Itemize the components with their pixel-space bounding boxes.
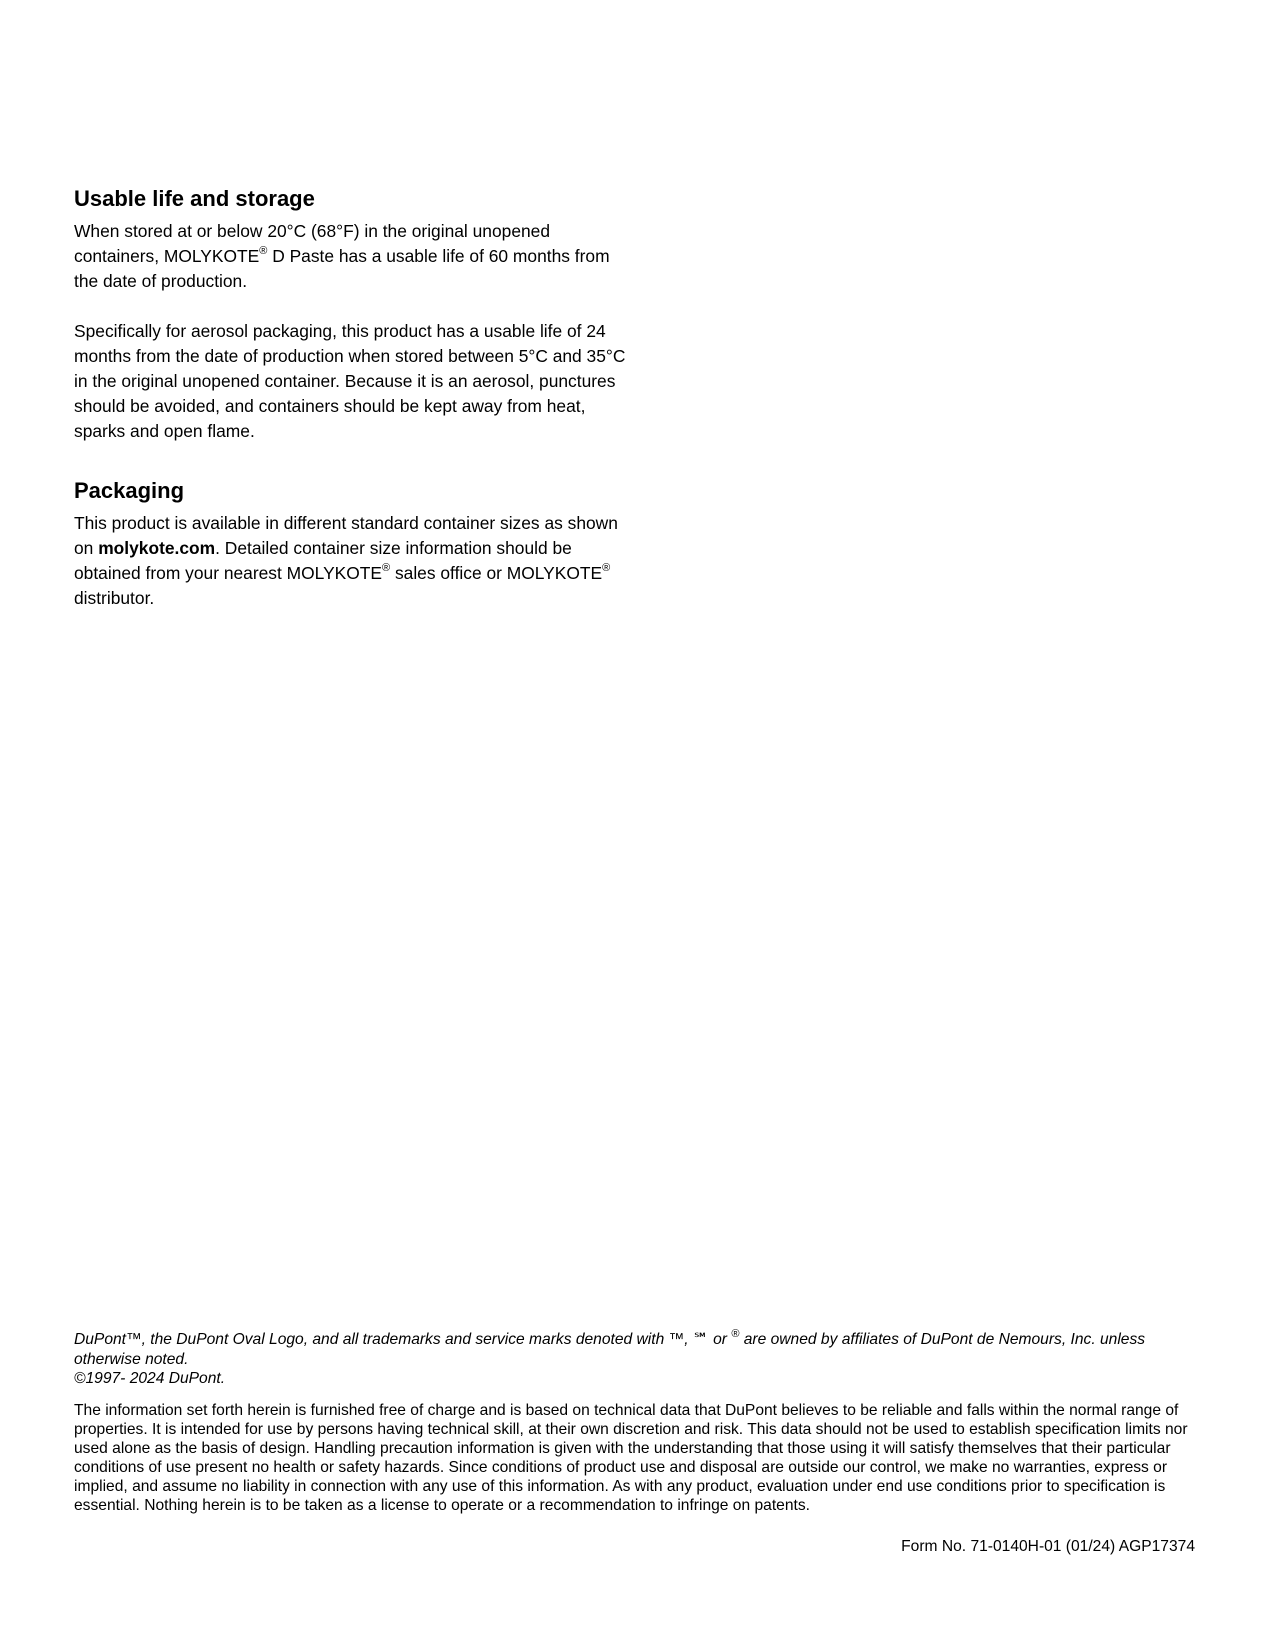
- trademark-text-1: DuPont™, the DuPont Oval Logo, and all trademarks and service marks denoted with ™, ℠ or: [74, 1331, 732, 1348]
- registered-mark: ®: [382, 562, 391, 575]
- packaging-text-3: sales office or MOLYKOTE: [390, 563, 603, 583]
- packaging-paragraph: [74, 511, 634, 611]
- registered-mark: ®: [259, 245, 268, 258]
- storage-heading: Usable life and storage: [74, 186, 315, 211]
- disclaimer-paragraph: The information set forth herein is furnished free of charge and is based on technical data that DuPont believes to be reliable and falls within the normal range of properties. It is intended for use by persons having technical skill, at their own discretion and risk. This data should not be used to establish specification limits nor used alone as the basis of design. Handling precaution information is given with the understanding that those using it will satisfy themselves that their particular conditions of use present no health or safety hazards. Since conditions of product use and disposal are outside our control, we make no warranties, express or implied, and assume no liability in connection with any use of this information. As with any product, evaluation under end use conditions prior to specification is essential. Nothing herein is to be taken as a license to operate or a recommendation to infringe on patents.: [74, 1402, 1188, 1514]
- form-number: Form No. 71-0140H-01 (01/24) AGP17374: [901, 1538, 1195, 1555]
- trademark-text-2: are owned by affiliates of DuPont de Nemours, Inc. unless otherwise noted.: [74, 1331, 1146, 1368]
- registered-mark: ®: [602, 562, 611, 575]
- copyright-line: ©1997- 2024 DuPont.: [74, 1370, 226, 1387]
- registered-mark: ®: [731, 1327, 740, 1340]
- storage-paragraph-1: [74, 219, 634, 294]
- storage-p1-text-2: D Paste has a usable life of 60 months from the date of production.: [74, 246, 610, 291]
- storage-section: [74, 186, 634, 444]
- molykote-link[interactable]: molykote.com: [98, 538, 216, 558]
- packaging-text-1: This product is available in different standard container sizes as shown on: [74, 513, 618, 558]
- trademark-notice: [74, 1327, 1214, 1389]
- packaging-heading: Packaging: [74, 478, 185, 503]
- storage-p1-text-1: When stored at or below 20°C (68°F) in the original unopened containers, MOLYKOTE: [74, 221, 551, 266]
- packaging-text-4: distributor.: [74, 588, 155, 608]
- packaging-section: [74, 478, 634, 611]
- packaging-text-2: . Detailed container size information should be obtained from your nearest MOLYKOTE: [74, 538, 572, 583]
- storage-paragraph-2: Specifically for aerosol packaging, this product has a usable life of 24 months from the date of production when stored between 5°C and 35°C in the original unopened container. Because it is an aerosol, punctures should be avoided, and containers should be kept away from heat, sparks and open flame.: [74, 321, 626, 441]
- trademark-line: [74, 1327, 1214, 1369]
